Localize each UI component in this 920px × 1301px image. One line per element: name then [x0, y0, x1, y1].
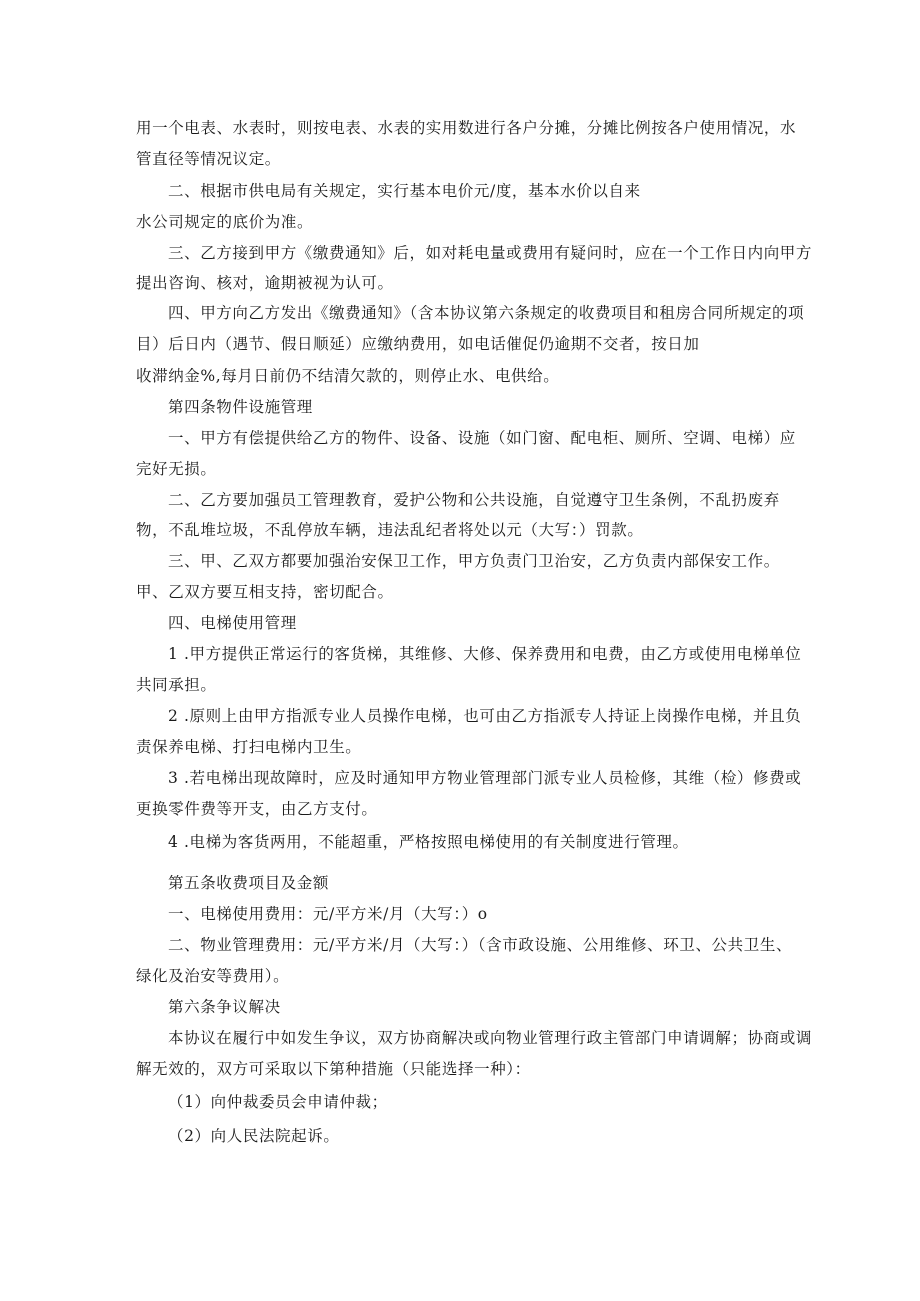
section-heading: 第五条收费项目及金额: [168, 874, 330, 892]
text-line: 更换零件费等开支，由乙方支付。: [136, 800, 378, 818]
text-line: 二、乙方要加强员工管理教育，爱护公物和公共设施，自觉遵守卫生条例，不乱扔废弃: [168, 491, 780, 509]
list-item: （1）向仲裁委员会申请仲裁；: [168, 1093, 388, 1111]
list-item: 3 .若电梯出现故障时，应及时通知甲方物业管理部门派专业人员检修，其维（检）修费或: [168, 769, 802, 787]
list-item: （2）向人民法院起诉。: [168, 1127, 340, 1145]
text-line: 绿化及治安等费用）。: [136, 967, 290, 985]
text-line: 本协议在履行中如发生争议，双方协商解决或向物业管理行政主管部门申请调解；协商或调: [168, 1029, 813, 1047]
text-line: 物，不乱堆垃圾，不乱停放车辆，违法乱纪者将处以元（大写：）罚款。: [136, 521, 644, 539]
text-line: 责保养电梯、打扫电梯内卫生。: [136, 738, 362, 756]
text-line: 一、电梯使用费用：元/平方米/月（大写：）o: [168, 905, 488, 923]
text-line: 解无效的，双方可采取以下第种措施（只能选择一种）：: [136, 1060, 531, 1078]
text-line: 共同承担。: [136, 676, 217, 694]
text-line: 目）后日内（遇节、假日顺延）应缴纳费用，如电话催促仍逾期不交者，按日加: [136, 335, 700, 353]
text-line: 用一个电表、水表时，则按电表、水表的实用数进行各户分摊，分摊比例按各户使用情况，水: [136, 119, 797, 137]
text-line: 一、甲方有偿提供给乙方的物件、设备、设施（如门窗、配电柜、厕所、空调、电梯）应: [168, 429, 796, 447]
text-line: 甲、乙双方要互相支持，密切配合。: [136, 583, 394, 601]
list-item: 1 .甲方提供正常运行的客货梯，其维修、大修、保养费用和电费，由乙方或使用电梯单位: [168, 645, 802, 663]
text-line: 三、乙方接到甲方《缴费通知》后，如对耗电量或费用有疑问时，应在一个工作日内向甲方: [168, 244, 813, 262]
text-line: 二、根据市供电局有关规定，实行基本电价元/度，基本水价以自来: [168, 182, 641, 200]
text-line: 四、电梯使用管理: [168, 614, 297, 632]
list-item: 2 .原则上由甲方指派专业人员操作电梯，也可由乙方指派专人持证上岗操作电梯，并且负: [168, 707, 802, 725]
text-line: 四、甲方向乙方发出《缴费通知》（含本协议第六条规定的收费项目和租房合同所规定的项: [168, 304, 805, 322]
text-line: 三、甲、乙双方都要加强治安保卫工作，甲方负责门卫治安，乙方负责内部保安工作。: [168, 552, 780, 570]
text-line: 管直径等情况议定。: [136, 150, 281, 168]
text-line: 水公司规定的底价为准。: [136, 213, 314, 231]
text-line: 完好无损。: [136, 460, 217, 478]
text-line: 提出咨询、核对，逾期被视为认可。: [136, 274, 394, 292]
section-heading: 第六条争议解决: [168, 998, 281, 1016]
text-line: 二、物业管理费用：元/平方米/月（大写：）（含市政设施、公用维修、环卫、公共卫生、: [168, 936, 793, 954]
list-item: 4 .电梯为客货两用，不能超重，严格按照电梯使用的有关制度进行管理。: [168, 833, 689, 851]
text-line: 收滞纳金%,每月日前仍不结清欠款的，则停止水、电供给。: [136, 367, 560, 385]
section-heading: 第四条物件设施管理: [168, 398, 313, 416]
